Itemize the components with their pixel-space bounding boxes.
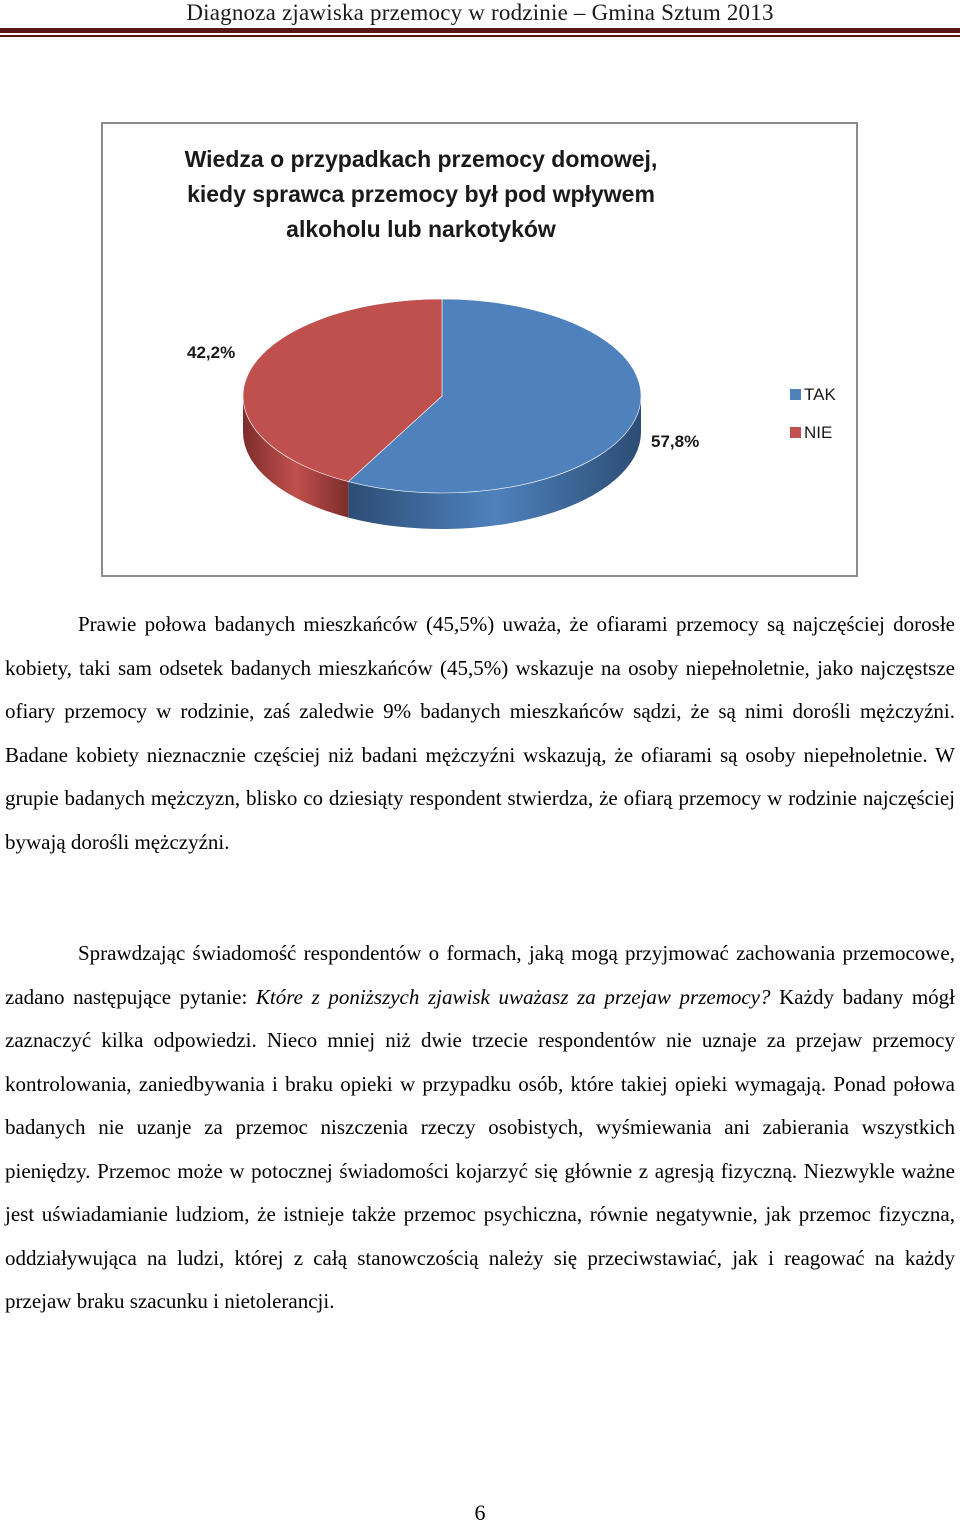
pie-slices [243,299,641,529]
chart-title-line-2: kiedy sprawca przemocy był pod wpływem [187,181,655,207]
legend [790,385,836,442]
paragraph-2 [5,932,955,1324]
page-header [0,0,960,38]
document-title: Diagnoza zjawiska przemocy w rodzinie – Gmina Sztum 2013 [186,0,774,25]
paragraph-1 [5,603,955,864]
page-number: 6 [474,1500,486,1525]
chart-title-line-3: alkoholu lub narkotyków [286,216,556,242]
header-rule-thin [0,35,960,37]
data-label-nie: 42,2% [187,343,236,362]
header-rule-thick [0,28,960,33]
pie-chart-frame [101,122,858,577]
legend-swatch-nie [790,427,801,438]
pie-chart [103,124,856,575]
paragraph-2-text-before: Sprawdzając świadomość respondentów o formach, jaką mogą przyjmować zachowania przemocowe, zadano następujące pytanie: [5,941,955,1009]
chart-title-line-1: Wiedza o przypadkach przemocy domowej, [184,146,658,172]
legend-swatch-tak [790,389,801,400]
legend-label-tak: TAK [804,385,836,404]
paragraph-2-text-after: Każdy badany mógł zaznaczyć kilka odpowiedzi. Nieco mniej niż dwie trzecie respondentów nie uznaje za przejaw przemocy kontrolowania, zaniedbywania i braku opieki w przypadku osób, które takiej opieki wymagają. Ponad połowa badanych nie uzanje za przemoc niszczenia rzeczy osobistych, wyśmiewania ani zabierania wszystkich pieniędzy. Przemoc może w potocznej świadomości kojarzyć się głównie z agresją fizyczną. Niezwykle ważne jest uświadamianie ludziom, że istnieje także przemoc psychiczna, równie negatywnie, jak przemoc fizyczna, oddziaływująca na ludzi, której z całą stanowczością należy się przeciwstawiać, jak i reagować na każdy przejaw braku szacunku i nietolerancji. [5,984,955,1313]
survey-question: Które z poniższych zjawisk uważasz za przejaw przemocy? [255,984,771,1009]
paragraph-1-text: Prawie połowa badanych mieszkańców (45,5%) uważa, że ofiarami przemocy są najczęściej dorosłe kobiety, taki sam odsetek badanych mieszkańców (45,5%) wskazuje na osoby niepełnoletnie, jako najczęstsze ofiary przemocy w rodzinie, zaś zaledwie 9% badanych mieszkańców sądzi, że są nimi dorośli mężczyźni. Badane kobiety nieznacznie częściej niż badani mężczyźni wskazują, że ofiarami są osoby niepełnoletnie. W grupie badanych mężczyzn, blisko co dziesiąty respondent stwierdza, że ofiarą przemocy w rodzinie najczęściej bywają dorośli mężczyźni. [5,612,955,854]
data-label-tak: 57,8% [651,432,700,451]
legend-label-nie: NIE [804,423,833,442]
